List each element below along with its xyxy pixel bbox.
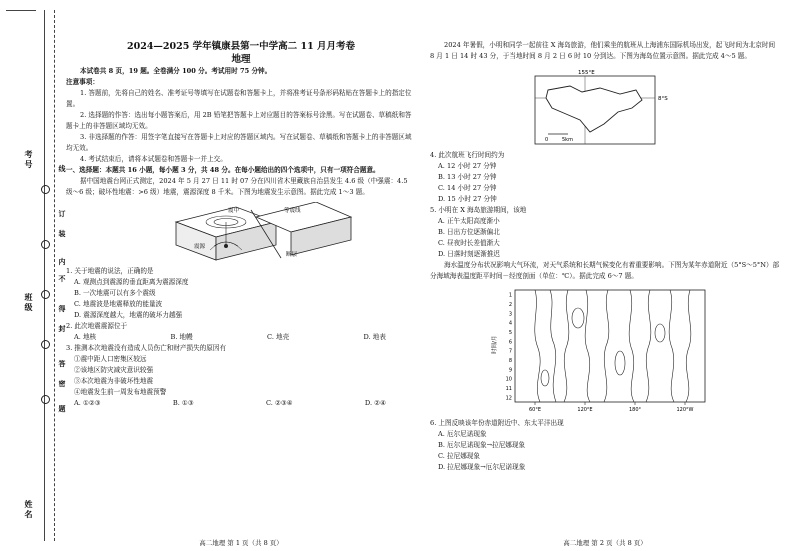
q2-option[interactable]: C. 地壳 — [267, 333, 290, 341]
banji-label: 班级 — [24, 293, 34, 313]
earthquake-figure — [66, 202, 416, 262]
island-figure — [430, 66, 780, 146]
x-tick-label: 120°E — [577, 407, 593, 413]
x-tick-label: 60°E — [528, 407, 542, 413]
binding-line-inner — [54, 10, 55, 541]
q1-option[interactable]: C. 地震波是地震释放的能量波 — [74, 300, 163, 308]
chart-ylabel: 时间/月 — [492, 335, 498, 354]
q6-option[interactable]: A. 厄尔尼诺现象 — [438, 430, 487, 438]
seal-text: 装 — [58, 230, 67, 239]
seal-text: 题 — [58, 405, 67, 414]
question-1: 1. 关于地震的说法，正确的是 — [66, 267, 154, 275]
passage-1: 据中国地震台网正式测定，2024 年 5 月 27 日 11 时 07 分在四川省木里藏族自治县发生 4.6 级（中强震：4.5 级～6 级；破坏性地震：>6 级）地震，震源深度 8 千米。下图为地震发生示意图。据此完成 1～3 题。 — [66, 177, 408, 196]
seal-text: 不 — [58, 275, 67, 284]
month-tick-label: 1 — [508, 292, 512, 299]
q2-option[interactable]: B. 地幔 — [170, 333, 193, 341]
xingming-label: 姓名 — [24, 500, 34, 520]
q3-item: ③本次地震为非破坏性地震 — [74, 377, 154, 385]
passage-3: 海水温度分布状况影响大气环流，对天气系统和长期气候变化有着重要影响。下图为某年赤道附近（5°S～5°N）部分海域海表温度距平时间－经度剖面（单位：℃）。据此完成 6～7 题。 — [430, 261, 780, 280]
q1-option[interactable]: B. 一次地震可以有多个震级 — [74, 289, 156, 297]
seal-text: 封 — [58, 325, 67, 334]
q5-option[interactable]: B. 日出方位逐渐偏北 — [438, 228, 500, 236]
month-tick-label: 5 — [508, 330, 512, 336]
note-item: 1. 答题前，先将自己的姓名、准考证号等填写在试题卷和答题卡上，并将准考证号条形码粘贴在答题卡上的指定位置。 — [66, 89, 412, 108]
month-tick-label: 4 — [508, 320, 512, 327]
binding-hole — [41, 340, 50, 349]
label-zhenzhong: 震中 — [228, 208, 240, 214]
q3-option[interactable]: C. ②③④ — [265, 399, 293, 407]
subject-title: 地理 — [231, 54, 251, 65]
binding-hole — [41, 185, 50, 194]
month-tick-label: 6 — [508, 339, 512, 346]
label-scale: 5km — [562, 137, 573, 143]
seal-text: 内 — [58, 258, 67, 267]
notes-heading: 注意事项： — [66, 78, 99, 86]
label-duanceng: 断层 — [286, 252, 298, 258]
q5-option[interactable]: D. 日落时刻逐渐推迟 — [438, 250, 500, 258]
page-footer-right: 高二地理 第 2 页（共 8 页） — [563, 539, 647, 547]
section-heading: 一、选择题：本题共 16 小题，每小题 3 分，共 48 分。在每小题给出的四个选项中，只有一项符合题意。 — [66, 166, 380, 174]
question-4: 4. 此次航班飞行时间约为 — [430, 151, 505, 159]
label-zhenyuan: 震源 — [194, 244, 206, 250]
q3-item: ①震中距人口密集区较远 — [74, 355, 147, 363]
question-6: 6. 上图反映该年份赤道附近中、东太平洋出现 — [430, 419, 564, 427]
q3-item: ④地震发生前一周发布地震预警 — [74, 388, 167, 396]
earthquake-diagram — [66, 202, 416, 262]
q3-option[interactable]: D. ②④ — [364, 399, 386, 407]
q4-option[interactable]: D. 15 小时 27 分钟 — [438, 195, 497, 203]
note-item: 3. 非选择题的作答：用签字笔直接写在答题卡上对应的答题区域内。写在试题卷、草稿纸和答题卡上的非答题区域均无效。 — [66, 133, 412, 152]
q4-option[interactable]: C. 14 小时 27 分钟 — [438, 184, 497, 192]
label-scale-0: 0 — [545, 137, 549, 143]
month-tick-label: 2 — [508, 302, 512, 308]
exam-title: 2024—2025 学年镇康县第一中学高二 11 月月考卷 — [126, 41, 356, 52]
q6-option[interactable]: D. 拉尼娜现象→厄尔尼诺现象 — [438, 463, 526, 471]
label-lon: 155°E — [578, 70, 595, 76]
label-dengzhenxian: 等震线 — [284, 208, 301, 214]
month-tick-label: 11 — [505, 386, 512, 392]
exam-intro: 本试卷共 8 页，19 题。全卷满分 100 分。考试用时 75 分钟。 — [80, 67, 272, 75]
month-tick-label: 10 — [505, 376, 512, 383]
island-map — [430, 66, 780, 146]
q3-options — [66, 398, 416, 409]
binding-top-rule — [6, 10, 36, 11]
x-tick-label: 180° — [628, 407, 642, 413]
q5-option[interactable]: C. 昼夜时长差值渐大 — [438, 239, 500, 247]
note-item: 2. 选择题的作答：选出每小题答案后，用 2B 铅笔把答题卡上对应题目的答案标号涂黑。写在试题卷、草稿纸和答题卡上的非答题区域均无效。 — [66, 111, 412, 130]
right-page — [430, 40, 780, 473]
q3-option[interactable]: B. ①③ — [172, 399, 194, 407]
question-3: 3. 推测本次地震没有造成人员伤亡和财产损失的原因有 — [66, 344, 227, 352]
q6-option[interactable]: C. 拉尼娜现象 — [438, 452, 480, 460]
q3-option[interactable]: A. ①②③ — [74, 399, 101, 407]
q6-option[interactable]: B. 厄尔尼诺现象→拉尼娜现象 — [438, 441, 526, 449]
binding-margin — [0, 0, 67, 551]
question-5: 5. 小明在 X 海岛旅游期间，该地 — [430, 206, 527, 214]
binding-hole — [41, 395, 50, 404]
note-item: 4. 考试结束后，请将本试题卷和答题卡一并上交。 — [80, 155, 227, 163]
binding-hole — [41, 240, 50, 249]
month-tick-label: 12 — [505, 395, 512, 402]
q3-item: ②该地区防灾减灾意识较强 — [74, 366, 154, 374]
passage-2: 2024 年暑假，小明和同学一起前往 X 海岛旅游，他们乘坐的航班从上海浦东国际机场出发，起飞时间为北京时间 8 月 1 日 14 时 43 分，于当地时间 8 月 2 日 6 时 10 分到达。下图为海岛位置示意图。据此完成 4～5 题。 — [430, 41, 776, 60]
month-tick-label: 8 — [508, 358, 512, 364]
x-tick-label: 120°W — [676, 407, 694, 413]
sst-anomaly-chart — [430, 286, 780, 414]
binding-line-outer — [44, 10, 45, 541]
month-tick-label: 9 — [508, 367, 512, 374]
q4-option[interactable]: B. 13 小时 27 分钟 — [438, 173, 497, 181]
q5-option[interactable]: A. 正午太阳高度渐小 — [438, 217, 500, 225]
seal-text: 线 — [58, 165, 67, 174]
month-tick-label: 3 — [508, 311, 512, 318]
sst-figure — [430, 286, 780, 414]
question-2: 2. 此次地震震源位于 — [66, 322, 128, 330]
binding-hole — [41, 290, 50, 299]
q2-option[interactable]: D. 地表 — [363, 333, 386, 341]
seal-text: 订 — [58, 210, 67, 219]
month-tick-label: 7 — [508, 348, 512, 355]
q1-option[interactable]: D. 震源深度越大，地震的破坏力越强 — [74, 311, 183, 319]
left-page — [66, 0, 416, 409]
kaohao-label: 考号 — [24, 150, 34, 170]
q2-option[interactable]: A. 地核 — [74, 333, 97, 341]
seal-text: 密 — [58, 380, 67, 389]
q2-options — [66, 332, 416, 343]
q4-option[interactable]: A. 12 小时 27 分钟 — [438, 162, 497, 170]
label-lat: 8°S — [658, 96, 668, 102]
page-footer-left: 高二地理 第 1 页（共 8 页） — [199, 539, 283, 547]
q1-option[interactable]: A. 观测点到震源的垂直距离为震源深度 — [74, 278, 189, 286]
seal-text: 得 — [58, 305, 67, 314]
seal-text: 答 — [58, 360, 67, 369]
